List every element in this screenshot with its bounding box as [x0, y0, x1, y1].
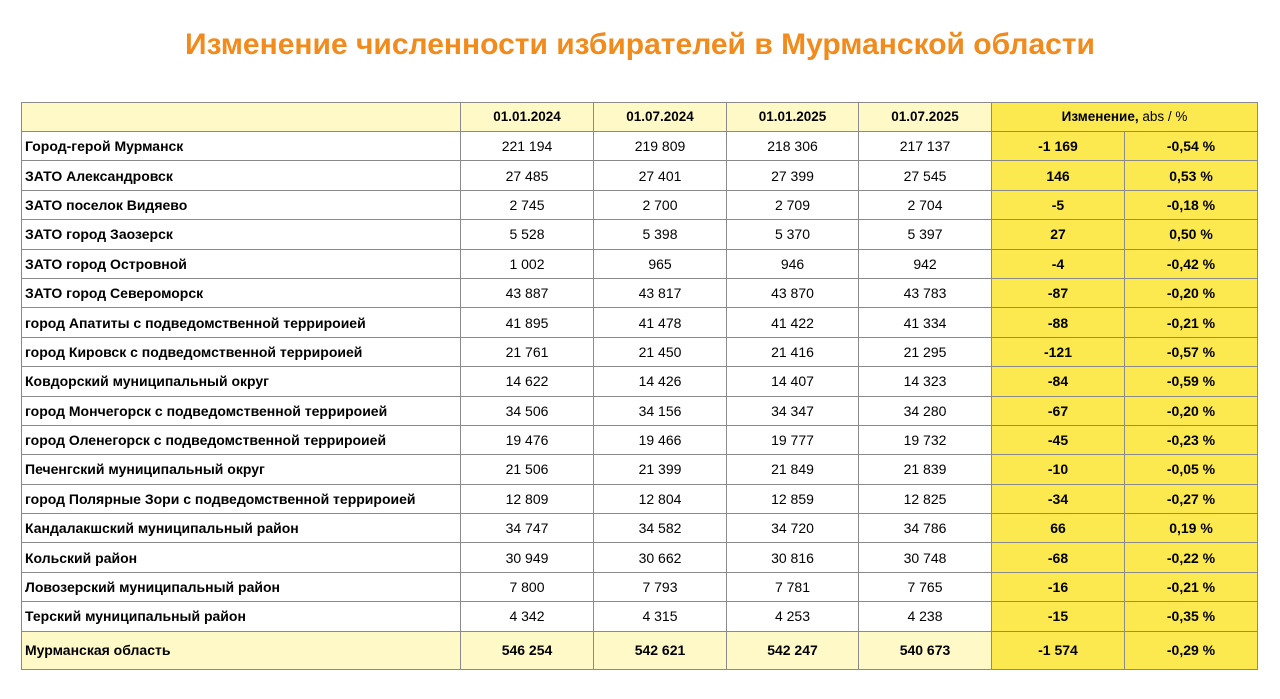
value-2025-01-cell: 30 816: [727, 543, 859, 572]
change-abs-cell: -10: [992, 455, 1125, 484]
change-abs-cell: 66: [992, 514, 1125, 543]
table-row: [22, 543, 1258, 572]
region-name-cell: Мурманская область: [22, 631, 461, 669]
change-abs-cell: -5: [992, 190, 1125, 219]
table-row: [22, 484, 1258, 513]
change-abs-cell: -87: [992, 278, 1125, 307]
value-2024-01-cell: 19 476: [461, 425, 594, 454]
value-2024-07-cell: 12 804: [594, 484, 727, 513]
region-name-cell: ЗАТО город Североморск: [22, 278, 461, 307]
value-2024-07-cell: 43 817: [594, 278, 727, 307]
change-pct-cell: -0,21 %: [1125, 572, 1258, 601]
value-2024-07-cell: 19 466: [594, 425, 727, 454]
change-abs-cell: -16: [992, 572, 1125, 601]
value-2025-01-cell: 19 777: [727, 425, 859, 454]
change-pct-cell: 0,53 %: [1125, 161, 1258, 190]
region-name-cell: город Полярные Зори с подведомственной террироией: [22, 484, 461, 513]
region-name-cell: город Мончегорск с подведомственной террироией: [22, 396, 461, 425]
value-2025-01-cell: 41 422: [727, 308, 859, 337]
value-2025-07-cell: 27 545: [859, 161, 992, 190]
value-2025-01-cell: 5 370: [727, 220, 859, 249]
region-name-cell: ЗАТО город Островной: [22, 249, 461, 278]
change-abs-cell: 146: [992, 161, 1125, 190]
change-abs-cell: -1 574: [992, 631, 1125, 669]
change-abs-cell: -45: [992, 425, 1125, 454]
change-abs-cell: 27: [992, 220, 1125, 249]
value-2025-07-cell: 21 295: [859, 337, 992, 366]
header-date-2: 01.07.2024: [594, 103, 727, 132]
voters-table: [21, 102, 1258, 670]
value-2024-01-cell: 21 761: [461, 337, 594, 366]
change-pct-cell: -0,20 %: [1125, 278, 1258, 307]
value-2024-07-cell: 5 398: [594, 220, 727, 249]
value-2025-01-cell: 7 781: [727, 572, 859, 601]
value-2025-07-cell: 21 839: [859, 455, 992, 484]
region-name-cell: Ковдорский муниципальный округ: [22, 367, 461, 396]
change-pct-cell: -0,20 %: [1125, 396, 1258, 425]
change-abs-cell: -1 169: [992, 132, 1125, 161]
value-2025-07-cell: 12 825: [859, 484, 992, 513]
region-name-cell: ЗАТО Александровск: [22, 161, 461, 190]
region-name-cell: город Кировск с подведомственной террироией: [22, 337, 461, 366]
value-2025-07-cell: 30 748: [859, 543, 992, 572]
change-pct-cell: -0,05 %: [1125, 455, 1258, 484]
value-2024-01-cell: 221 194: [461, 132, 594, 161]
value-2025-01-cell: 12 859: [727, 484, 859, 513]
value-2024-01-cell: 43 887: [461, 278, 594, 307]
region-name-cell: Город-герой Мурманск: [22, 132, 461, 161]
value-2024-01-cell: 1 002: [461, 249, 594, 278]
value-2024-01-cell: 34 747: [461, 514, 594, 543]
region-name-cell: Кандалакшский муниципальный район: [22, 514, 461, 543]
region-name-cell: город Апатиты с подведомственной террироией: [22, 308, 461, 337]
value-2024-01-cell: 4 342: [461, 602, 594, 631]
header-change-units: abs / %: [1138, 109, 1188, 124]
value-2025-01-cell: 43 870: [727, 278, 859, 307]
value-2025-01-cell: 946: [727, 249, 859, 278]
value-2025-01-cell: 21 416: [727, 337, 859, 366]
value-2024-07-cell: 30 662: [594, 543, 727, 572]
table-row: [22, 220, 1258, 249]
value-2024-07-cell: 41 478: [594, 308, 727, 337]
value-2025-01-cell: 542 247: [727, 631, 859, 669]
change-pct-cell: -0,59 %: [1125, 367, 1258, 396]
value-2025-07-cell: 43 783: [859, 278, 992, 307]
value-2025-01-cell: 2 709: [727, 190, 859, 219]
value-2025-07-cell: 41 334: [859, 308, 992, 337]
value-2025-07-cell: 34 786: [859, 514, 992, 543]
change-pct-cell: -0,23 %: [1125, 425, 1258, 454]
change-abs-cell: -88: [992, 308, 1125, 337]
change-pct-cell: -0,35 %: [1125, 602, 1258, 631]
change-abs-cell: -121: [992, 337, 1125, 366]
value-2025-07-cell: 14 323: [859, 367, 992, 396]
value-2024-07-cell: 2 700: [594, 190, 727, 219]
value-2024-01-cell: 41 895: [461, 308, 594, 337]
table-row: [22, 308, 1258, 337]
value-2024-01-cell: 2 745: [461, 190, 594, 219]
value-2024-07-cell: 21 399: [594, 455, 727, 484]
change-abs-cell: -4: [992, 249, 1125, 278]
value-2024-01-cell: 14 622: [461, 367, 594, 396]
table-row: [22, 337, 1258, 366]
table-row: [22, 425, 1258, 454]
value-2024-07-cell: 7 793: [594, 572, 727, 601]
change-pct-cell: -0,27 %: [1125, 484, 1258, 513]
value-2025-01-cell: 14 407: [727, 367, 859, 396]
value-2025-07-cell: 2 704: [859, 190, 992, 219]
value-2025-07-cell: 217 137: [859, 132, 992, 161]
header-date-3: 01.01.2025: [727, 103, 859, 132]
value-2025-07-cell: 4 238: [859, 602, 992, 631]
table-header-row: [22, 103, 1258, 132]
change-pct-cell: -0,18 %: [1125, 190, 1258, 219]
region-name-cell: Ловозерский муниципальный район: [22, 572, 461, 601]
header-corner: [22, 103, 461, 132]
value-2024-01-cell: 21 506: [461, 455, 594, 484]
value-2024-07-cell: 219 809: [594, 132, 727, 161]
value-2025-01-cell: 21 849: [727, 455, 859, 484]
table-row: [22, 249, 1258, 278]
region-name-cell: Кольский район: [22, 543, 461, 572]
value-2024-07-cell: 34 582: [594, 514, 727, 543]
change-pct-cell: 0,19 %: [1125, 514, 1258, 543]
change-abs-cell: -67: [992, 396, 1125, 425]
change-abs-cell: -84: [992, 367, 1125, 396]
value-2025-07-cell: 942: [859, 249, 992, 278]
value-2024-01-cell: 30 949: [461, 543, 594, 572]
value-2024-07-cell: 21 450: [594, 337, 727, 366]
value-2024-07-cell: 27 401: [594, 161, 727, 190]
change-abs-cell: -34: [992, 484, 1125, 513]
region-name-cell: Печенгский муниципальный округ: [22, 455, 461, 484]
table-row: [22, 278, 1258, 307]
value-2025-01-cell: 4 253: [727, 602, 859, 631]
table-row: [22, 190, 1258, 219]
table-row: [22, 602, 1258, 631]
value-2025-07-cell: 34 280: [859, 396, 992, 425]
table-row: [22, 514, 1258, 543]
region-name-cell: Терский муниципальный район: [22, 602, 461, 631]
header-change: [992, 103, 1258, 132]
value-2025-01-cell: 34 347: [727, 396, 859, 425]
value-2025-07-cell: 5 397: [859, 220, 992, 249]
change-pct-cell: 0,50 %: [1125, 220, 1258, 249]
value-2024-01-cell: 546 254: [461, 631, 594, 669]
value-2024-01-cell: 7 800: [461, 572, 594, 601]
change-abs-cell: -15: [992, 602, 1125, 631]
table-row: [22, 455, 1258, 484]
table-row: [22, 572, 1258, 601]
value-2025-07-cell: 540 673: [859, 631, 992, 669]
change-pct-cell: -0,42 %: [1125, 249, 1258, 278]
value-2024-01-cell: 5 528: [461, 220, 594, 249]
header-change-label: Изменение,: [1061, 109, 1139, 124]
change-pct-cell: -0,54 %: [1125, 132, 1258, 161]
table-row: [22, 161, 1258, 190]
value-2024-07-cell: 965: [594, 249, 727, 278]
value-2024-07-cell: 4 315: [594, 602, 727, 631]
page-title: Изменение численности избирателей в Мурманской области: [185, 28, 1095, 61]
value-2025-07-cell: 19 732: [859, 425, 992, 454]
value-2024-07-cell: 34 156: [594, 396, 727, 425]
change-pct-cell: -0,57 %: [1125, 337, 1258, 366]
region-name-cell: ЗАТО поселок Видяево: [22, 190, 461, 219]
region-name-cell: ЗАТО город Заозерск: [22, 220, 461, 249]
header-date-1: 01.01.2024: [461, 103, 594, 132]
change-pct-cell: -0,29 %: [1125, 631, 1258, 669]
value-2024-07-cell: 14 426: [594, 367, 727, 396]
change-pct-cell: -0,22 %: [1125, 543, 1258, 572]
table-row: [22, 132, 1258, 161]
change-abs-cell: -68: [992, 543, 1125, 572]
value-2024-07-cell: 542 621: [594, 631, 727, 669]
value-2025-01-cell: 218 306: [727, 132, 859, 161]
table-row: [22, 396, 1258, 425]
value-2024-01-cell: 27 485: [461, 161, 594, 190]
value-2025-01-cell: 27 399: [727, 161, 859, 190]
total-row: [22, 631, 1258, 669]
value-2025-01-cell: 34 720: [727, 514, 859, 543]
change-pct-cell: -0,21 %: [1125, 308, 1258, 337]
table-row: [22, 367, 1258, 396]
header-date-4: 01.07.2025: [859, 103, 992, 132]
value-2024-01-cell: 12 809: [461, 484, 594, 513]
region-name-cell: город Оленегорск с подведомственной террироией: [22, 425, 461, 454]
value-2024-01-cell: 34 506: [461, 396, 594, 425]
value-2025-07-cell: 7 765: [859, 572, 992, 601]
